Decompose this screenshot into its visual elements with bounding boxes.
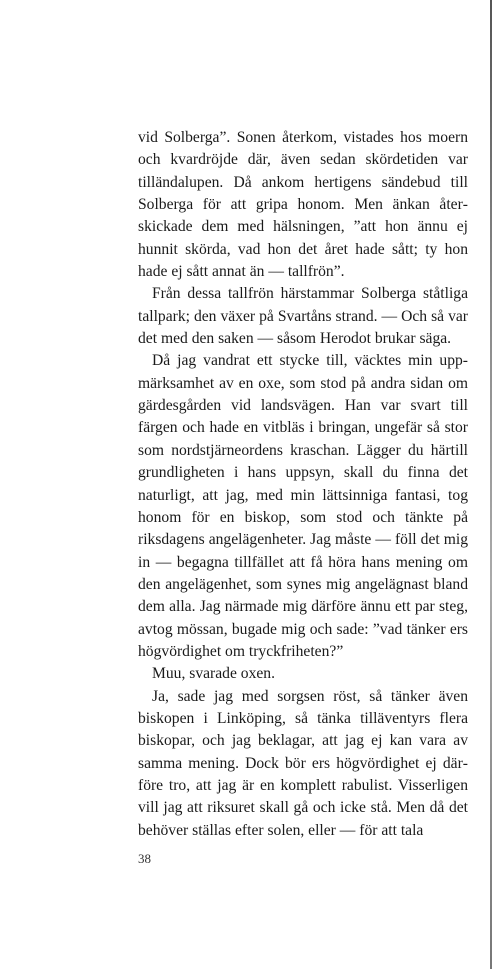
- paragraph-4: Muu, svarade oxen.: [152, 665, 275, 683]
- paragraph-3: Då jag vandrat ett stycke till, väcktes min uppmärksamhet av en oxe, som stod på andra sidan om gärdesgården vid landsvägen. Han var svart till färgen och hade en vitbläs i bringan, ungefär så stor som nordstjärneordens kraschan. Lägger du härtill grundligheten i hans uppsyn, skall du finna det naturligt, att jag, med min lättsinniga fantasi, tog honom för en biskop, som stod och tänkte på riksdagens angelägenheter. Jag måste — föll det mig in — begagna tillfället att få höra hans mening om den angelägenhet, som synes mig angelägnast bland dem alla. Jag närmade mig därföre ännu ett par steg, avtog mössan, bugade mig och sade: ”vad tänker ers högvördighet om tryckfriheten?”: [138, 352, 468, 660]
- paragraph-1: vid Solberga”. Sonen återkom, vistades hos moern och kvardröjde där, även sedan skördetiden var tilländalupen. Då ankom hertigens sändebud till Solberga för att gripa honom. Men änkan återskickade dem med hälsningen, ”att hon ännu ej hunnit skörda, vad hon det året hade sått; ty hon hade ej sått annat än — tallfrön”.: [138, 129, 468, 281]
- paragraph-2: Från dessa tallfrön härstammar Solberga ståtliga tallpark; den växer på Svartåns strand. — Och så var det med den saken — såsom Herodot brukar säga.: [138, 285, 468, 348]
- paragraph-5: Ja, sade jag med sorgsen röst, så tänker även biskopen i Linköping, så tänka tilläventyrs flera biskopar, och jag beklagar, att jag ej kan vara av samma mening. Dock bör ers högvördighet ej därföre tro, att jag är en komplett rabulist. Visserligen vill jag att riksuret skall gå och icke stå. Men då det behöver ställas efter solen, eller — för att tala: [138, 687, 468, 839]
- page-edge: [490, 0, 492, 969]
- body-text: [138, 127, 468, 842]
- page-number: 38: [138, 851, 151, 866]
